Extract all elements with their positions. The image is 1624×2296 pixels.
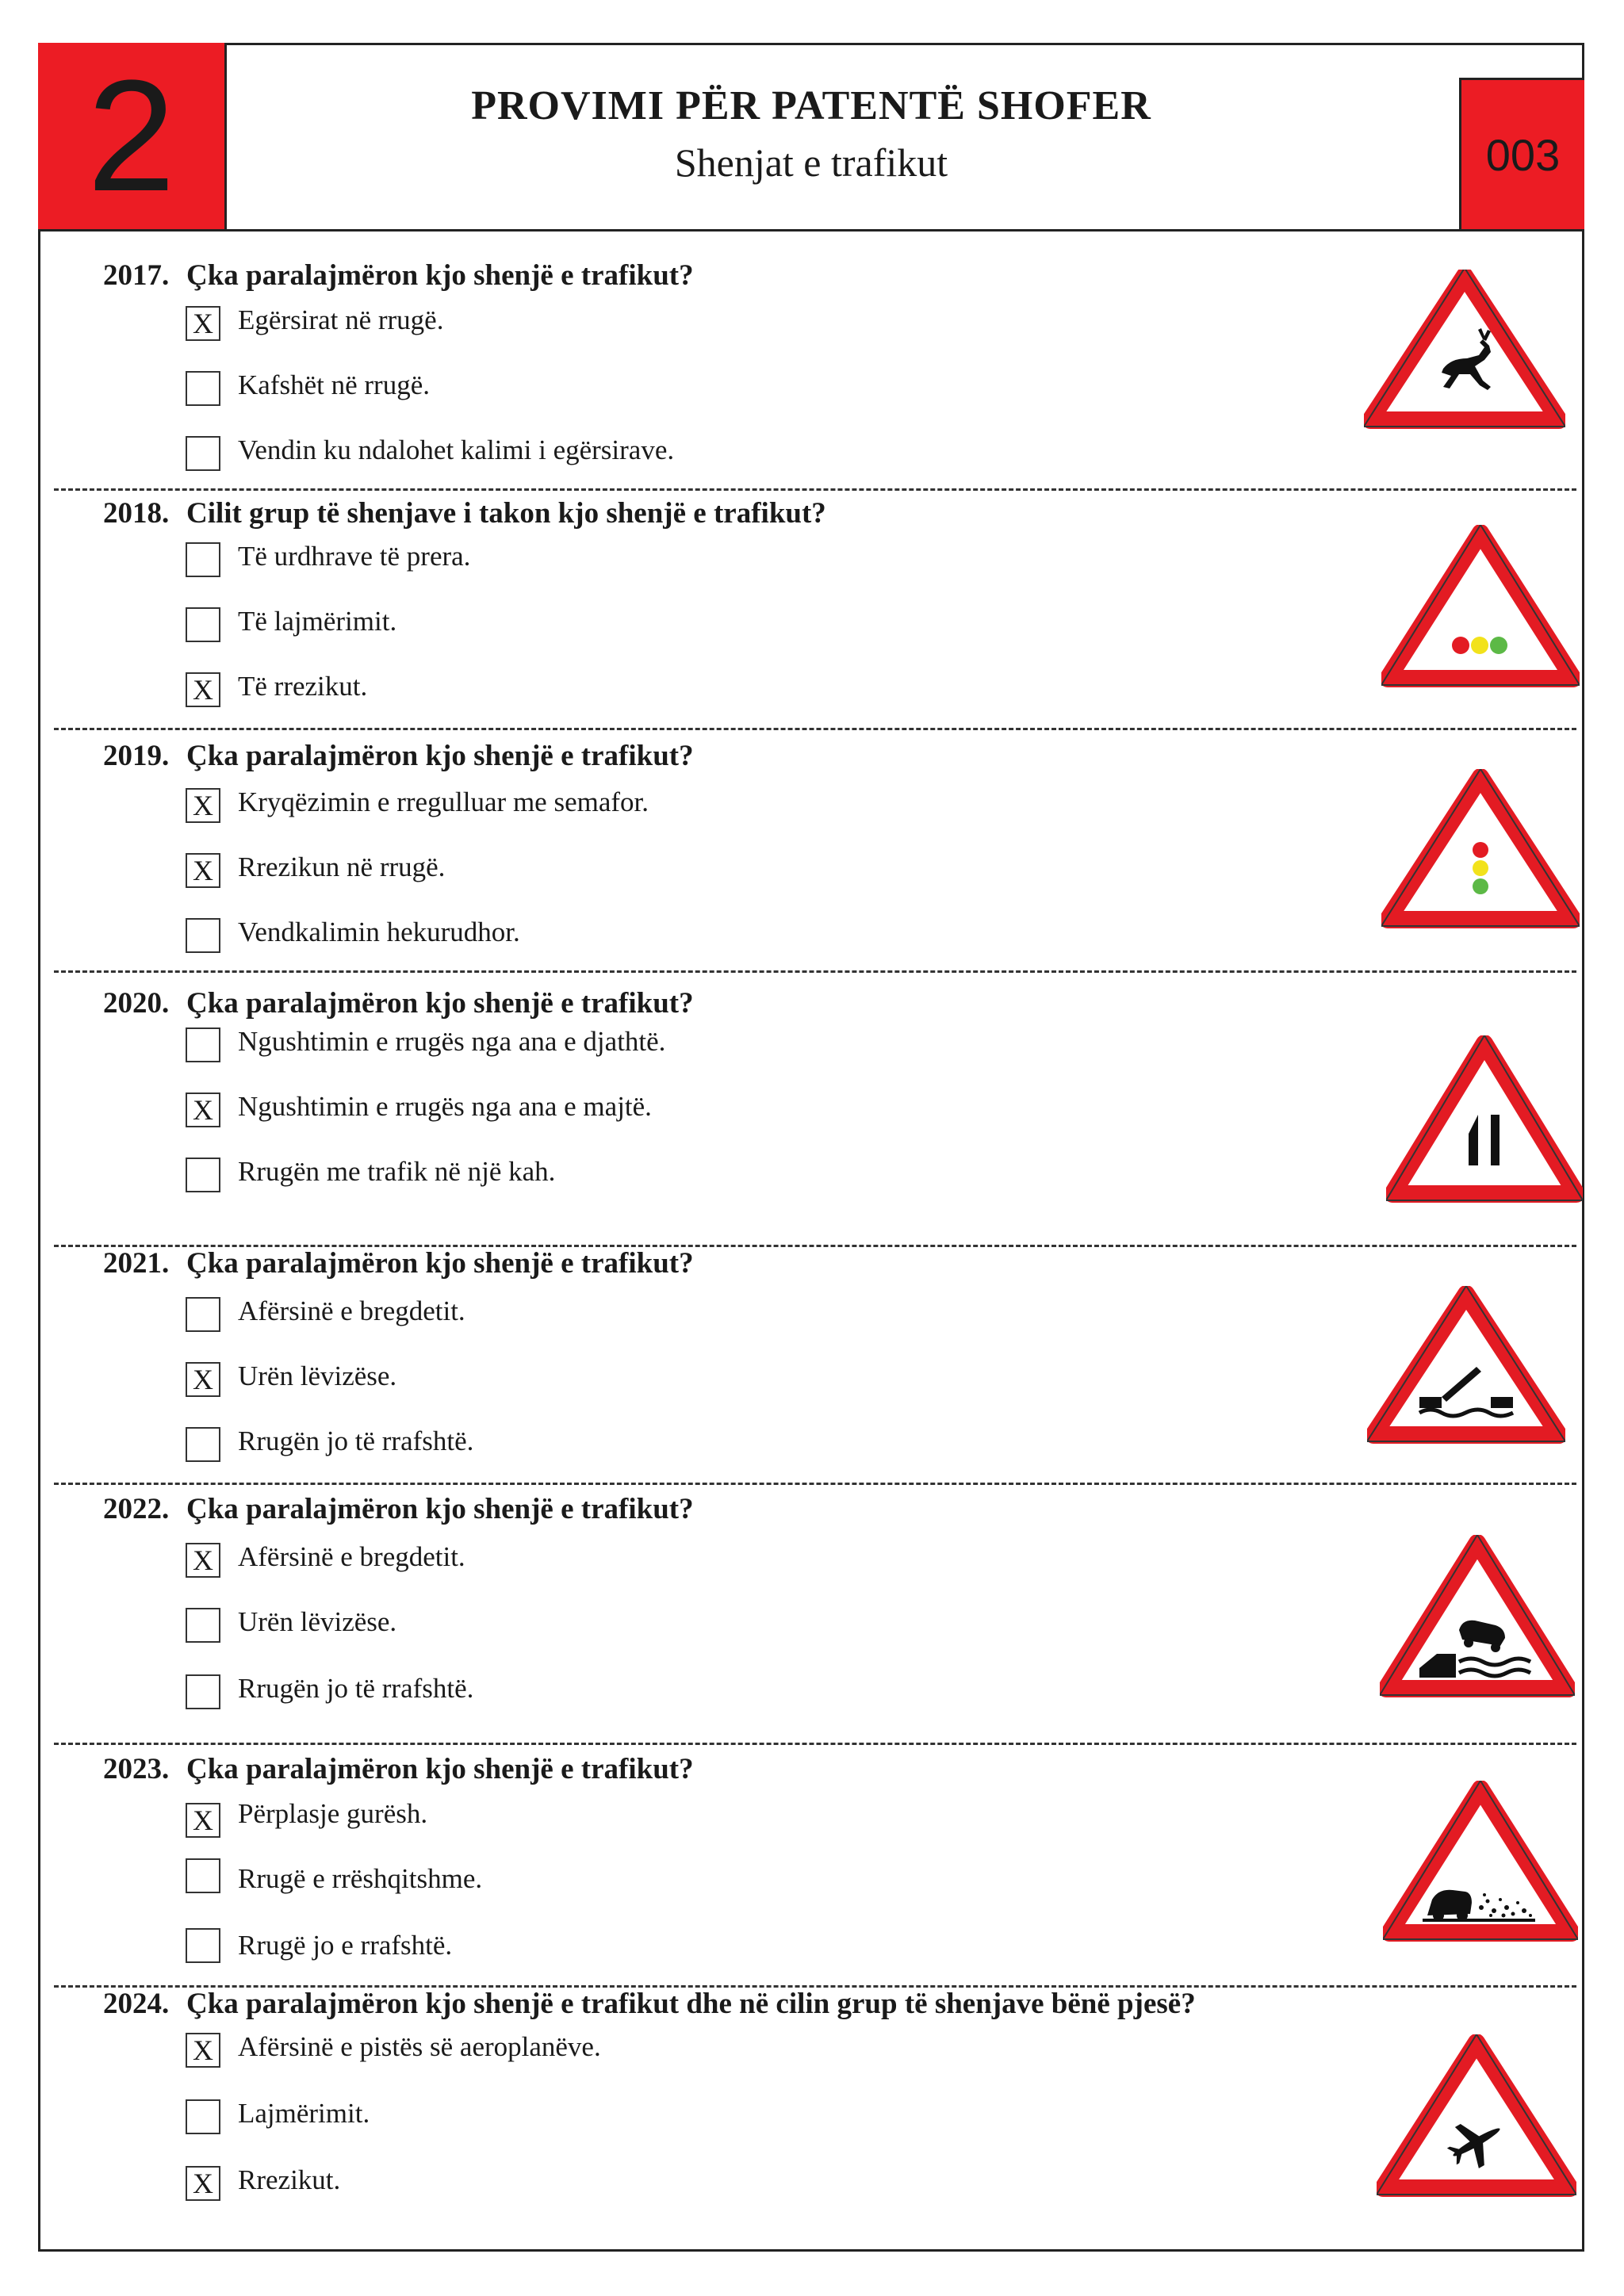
- answer-checkbox[interactable]: X: [186, 2033, 220, 2068]
- answer-label: Përplasje gurësh.: [238, 1798, 428, 1829]
- question-2022: [103, 1492, 694, 1526]
- page-subtitle: Shenjat e trafikut: [674, 140, 948, 185]
- answer-label: Urën lëvizëse.: [238, 1606, 397, 1637]
- question-number: 2017.: [103, 259, 170, 292]
- question-text: Çka paralajmëron kjo shenjë e trafikut?: [186, 740, 694, 772]
- answer-checkbox[interactable]: X: [186, 1362, 220, 1397]
- answer-label: Afërsinë e bregdetit.: [238, 1295, 465, 1326]
- answer-label: Ngushtimin e rrugës nga ana e djathtë.: [238, 1026, 666, 1057]
- horizontal-traffic-lights-sign-icon: [1381, 525, 1580, 688]
- question-number: 2018.: [103, 497, 170, 530]
- question-text: Çka paralajmëron kjo shenjë e trafikut?: [186, 987, 694, 1020]
- answer-checkbox[interactable]: [186, 918, 220, 953]
- question-2024: [103, 1987, 1196, 2021]
- loose-chippings-sign-icon: [1383, 1781, 1578, 1942]
- answer-label: Të urdhrave të prera.: [238, 541, 471, 572]
- divider: [54, 728, 1576, 730]
- answer-label: Të rrezikut.: [238, 671, 368, 702]
- question-number: 2023.: [103, 1753, 170, 1785]
- question-2020: [103, 986, 694, 1020]
- question-text: Çka paralajmëron kjo shenjë e trafikut dhe në cilin grup të shenjave bënë pjesë?: [186, 1988, 1196, 2020]
- answer-label: Lajmërimit.: [238, 2098, 370, 2129]
- answer-checkbox[interactable]: X: [186, 1803, 220, 1838]
- road-narrows-left-sign-icon: [1386, 1035, 1583, 1203]
- vertical-traffic-lights-sign-icon: [1381, 769, 1580, 929]
- answer-label: Vendin ku ndalohet kalimi i egërsirave.: [238, 434, 675, 465]
- divider: [54, 1743, 1576, 1745]
- answer-label: Kafshët në rrugë.: [238, 369, 430, 400]
- answer-checkbox[interactable]: X: [186, 2166, 220, 2201]
- answer-checkbox[interactable]: [186, 1608, 220, 1643]
- question-text: Çka paralajmëron kjo shenjë e trafikut?: [186, 1247, 694, 1280]
- answer-checkbox[interactable]: X: [186, 853, 220, 888]
- answer-checkbox[interactable]: X: [186, 1543, 220, 1578]
- answer-checkbox[interactable]: [186, 1674, 220, 1709]
- answer-checkbox[interactable]: [186, 371, 220, 406]
- answer-checkbox[interactable]: [186, 607, 220, 642]
- answer-label: Rrugën jo të rrafshtë.: [238, 1425, 474, 1456]
- question-text: Cilit grup të shenjave i takon kjo shenjë e trafikut?: [186, 497, 826, 530]
- page-number: 2: [86, 47, 176, 224]
- page-title: PROVIMI PËR PATENTË SHOFER: [471, 83, 1151, 128]
- code-box: [1459, 78, 1584, 229]
- answer-checkbox[interactable]: [186, 1928, 220, 1963]
- question-number: 2024.: [103, 1988, 170, 2020]
- answer-label: Rrezikun në rrugë.: [238, 851, 446, 882]
- question-2018: [103, 496, 826, 530]
- divider: [54, 488, 1576, 491]
- question-text: Çka paralajmëron kjo shenjë e trafikut?: [186, 1753, 694, 1785]
- answer-label: Ngushtimin e rrugës nga ana e majtë.: [238, 1091, 652, 1122]
- answer-label: Egërsirat në rrugë.: [238, 304, 444, 335]
- quayside-sign-icon: [1380, 1535, 1575, 1698]
- question-number: 2022.: [103, 1493, 170, 1525]
- code-label: 003: [1485, 129, 1561, 180]
- answer-checkbox[interactable]: [186, 1858, 220, 1893]
- question-text: Çka paralajmëron kjo shenjë e trafikut?: [186, 259, 694, 292]
- answer-label: Rrugën me trafik në një kah.: [238, 1156, 556, 1187]
- answer-checkbox[interactable]: X: [186, 306, 220, 341]
- answer-checkbox[interactable]: [186, 2099, 220, 2134]
- question-number: 2020.: [103, 987, 170, 1020]
- question-2023: [103, 1752, 694, 1786]
- answer-label: Afërsinë e bregdetit.: [238, 1541, 465, 1572]
- answer-checkbox[interactable]: [186, 1027, 220, 1062]
- answer-checkbox[interactable]: [186, 1297, 220, 1332]
- question-2021: [103, 1246, 694, 1280]
- question-2017: [103, 258, 694, 293]
- page-header: [38, 43, 1584, 232]
- answer-checkbox[interactable]: X: [186, 1093, 220, 1127]
- question-number: 2021.: [103, 1247, 170, 1280]
- answer-label: Të lajmërimit.: [238, 606, 397, 637]
- low-flying-aircraft-sign-icon: [1377, 2034, 1576, 2198]
- answer-label: Urën lëvizëse.: [238, 1360, 397, 1391]
- page-number-box: [38, 43, 227, 229]
- answer-label: Vendkalimin hekurudhor.: [238, 916, 520, 947]
- answer-label: Rrugë e rrëshqitshme.: [238, 1863, 483, 1894]
- answer-checkbox[interactable]: [186, 542, 220, 577]
- answer-checkbox[interactable]: [186, 1427, 220, 1462]
- answer-label: Rrugën jo të rrafshtë.: [238, 1673, 474, 1704]
- question-2019: [103, 739, 694, 773]
- answer-label: Afërsinë e pistës së aeroplanëve.: [238, 2031, 601, 2062]
- answer-label: Kryqëzimin e rregulluar me semafor.: [238, 786, 649, 817]
- answer-checkbox[interactable]: X: [186, 788, 220, 823]
- movable-bridge-sign-icon: [1367, 1286, 1565, 1445]
- answer-checkbox[interactable]: X: [186, 672, 220, 707]
- answer-checkbox[interactable]: [186, 1158, 220, 1192]
- divider: [54, 1483, 1576, 1485]
- answer-label: Rrugë jo e rrafshtë.: [238, 1930, 453, 1961]
- answer-label: Rrezikut.: [238, 2164, 341, 2195]
- wild-animals-sign-icon: [1364, 270, 1565, 430]
- divider: [54, 970, 1576, 973]
- answer-checkbox[interactable]: [186, 436, 220, 471]
- question-text: Çka paralajmëron kjo shenjë e trafikut?: [186, 1493, 694, 1525]
- question-number: 2019.: [103, 740, 170, 772]
